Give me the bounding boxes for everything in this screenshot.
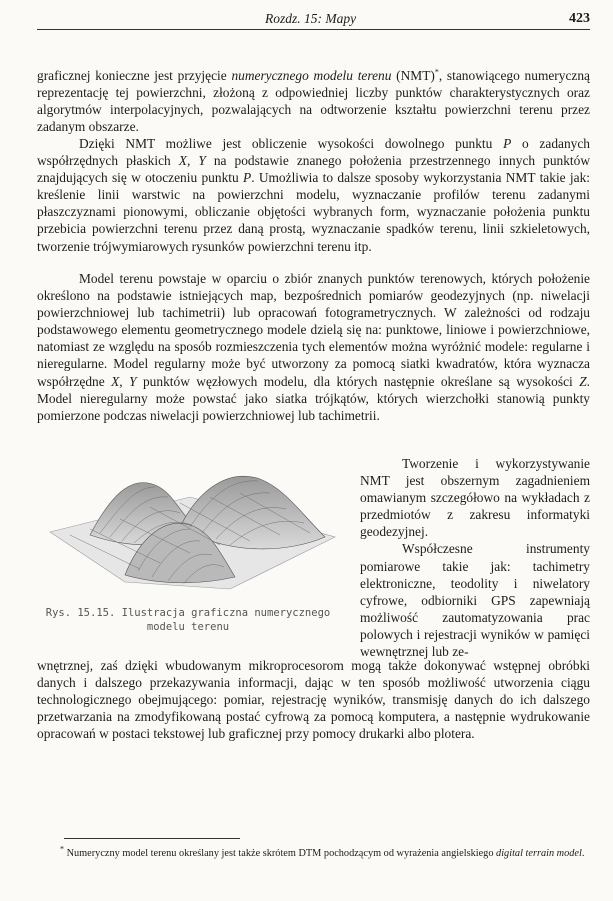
footnote-marker: * [434,67,439,77]
footnote-rule [64,838,240,839]
header-rule [37,29,590,30]
figure-caption: Rys. 15.15. Ilustracja graficzna numerycznego modelu terenu [45,607,331,633]
terrain-wireframe-image [30,457,345,607]
paragraph-nmt-lectures: Tworzenie i wykorzystywanie NMT jest obszernym zagadnieniem omawianym szczegółowo na wykładach z przedmiotów z zakresu informatyki geodezyjnej. [360,456,590,540]
running-head: Rozdz. 15: Mapy [265,11,357,26]
page-number: 423 [569,11,590,26]
paragraph-instruments: Współczesne instrumenty pomiarowe takie jak: tachimetry elektroniczne, teodolity i niwelatory cyfrowe, odbiorniki GPS zapewniają możliwość zautomatyzowania prac polowych i rejestracji wyników w pamięci wewnętrznej lub ze- [360,541,590,660]
side-column-text [360,455,590,660]
paragraph-nmt-uses: Dzięki NMT możliwe jest obliczenie wysokości dowolnego punktu P o zadanych współrzędnych płaskich X, Y na podstawie znanego położenia przestrzennego innych punktów znajdujących się w otoczeniu punktu P. Umożliwia to dalsze sposoby wykorzystania NMT takie jak: kreślenie linii warstwic na powierzchni modelu, wyznaczanie profilów terenu zadanymi płaszczyznami pionowymi, obliczanie objętości wybranych form, wyznaczanie położenia punktu przebicia powierzchni terenu przez daną prostą, wyznaczanie spadków terenu, linii szkieletowych, tworzenie trójwymiarowych rysunków powierzchni terenu itp. [37,136,591,254]
paragraph-model-types: Model terenu powstaje w oparciu o zbiór znanych punktów terenowych, których położenie określono na podstawie istniejących map, bezpośrednich pomiarów geodezyjnych (np. niwelacji powierzchniowej lub tachimetrii) lub opracowań fotogrametrycznych. W zależności od rodzaju podstawowego elementu geometrycznego modele dzielą się na: punktowe, liniowe i powierzchniowe, natomiast ze względu na sposób rozmieszczenia tych elementów można wyróżnić modele: regularne i nieregularne. Model regularny może być utworzony za pomocą siatki kwadratów, która wyznacza współrzędne X, Y punktów węzłowych modelu, dla których następnie określane są wysokości Z. Model nieregularny może powstać jako siatka trójkątów, których wierzchołki stanowią punkty pomierzone podczas niwelacji powierzchniowej lub tachimetrii. [37,271,590,423]
footnote: * Numeryczny model terenu określany jest także skrótem DTM pochodzącym od wyrażenia angielskiego digital terrain model. [60,844,585,859]
paragraph-nmt-definition: graficznej konieczne jest przyjęcie numerycznego modelu terenu (NMT)*, stanowiącego numeryczną reprezentację tej powierzchni, złożoną z odpowiedniej liczby punktów charakterystycznych oraz algorytmów interpolacyjnych, pozwalających na odtworzenie kształtu powierzchni terenu przez zadanym obszarze. [37,67,590,135]
paragraph-instruments-continued: wnętrznej, zaś dzięki wbudowanym mikroprocesorom mogą także dokonywać wstępnej obróbki danych i dalszego przekazywania informacji, dając w ten sposób możliwość utworzenia ciągu technologicznego obejmującego: pomiar, rejestrację wyników, transmisję danych do ich dalszego przetwarzania na zmodyfikowaną postać cyfrową za pomocą komputera, a następnie wydrukowanie opracowań w postaci tekstowej lub graficznej przy pomocy drukarki albo plotera. [37,658,590,742]
